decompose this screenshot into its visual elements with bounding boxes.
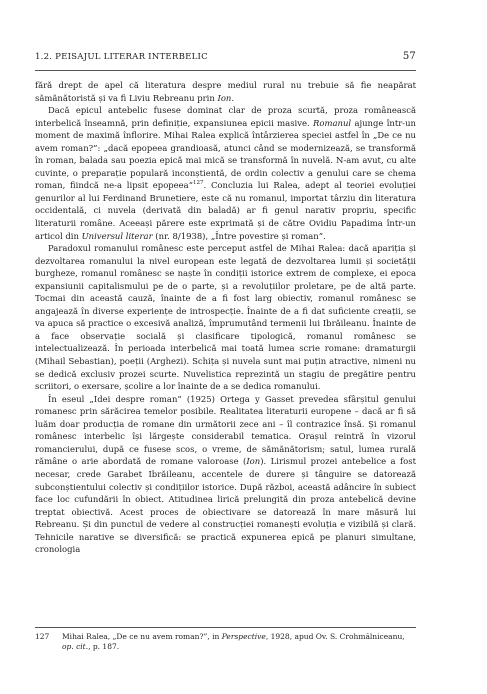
paragraph-2 [35,104,416,242]
body-text [35,79,416,556]
text-run: . Concluzia lui Ralea, adept al teoriei evoluției genurilor al lui Ferdinand Brunetiere, este că nu romanul, importat târziu din literatura occidentală, ci nuvela (derivată din baladă) ar fi genul narativ propriu, specific literaturii române. Aceeași părere este exprimată și de către Ovidiu Papadima într-un articol din [35,180,417,241]
text-run: , p. 187. [88,642,120,651]
footnote-text [62,632,416,652]
paragraph-1 [35,79,416,104]
italic-text: Romanul [313,117,352,128]
italic-text: op. cit. [62,642,89,651]
header-rule [35,70,416,71]
italic-text: Universul literar [81,230,153,241]
paragraph-3 [35,242,416,393]
footnote-number: 127 [35,632,50,641]
text-run: ). Lirismul prozei antebelice a fost necesar, crede Garabet Ibrăileanu, accentele de durere și tânguire se datorează subconștientului colectiv și condițiilor istorice. După război, această adâncire în subiect face loc cufundării în obiect. Atitudinea lirică prelungită din proza antebelică devine treptat obiectivă. Acest proces de obiectivare se datorează în mare măsură lui Rebreanu. Și din punctul de vedere al construcției romanești evoluția e vizibilă și clară. Tehnicile narative se diversifică: se practică expunerea epică pe planuri simultane, cronologia [35,456,416,555]
text-run: . [231,92,235,103]
paragraph-4 [35,393,416,556]
page-number: 57 [402,51,416,62]
italic-text: Perspective [221,632,266,641]
italic-text: Ion [217,92,232,103]
text-run: , 1928, apud Ov. S. Crohmălniceanu, [265,632,405,641]
running-header [35,52,416,66]
chapter-title: 1.2. PEISAJUL LITERAR INTERBELIC [35,52,208,62]
text-run: Paradoxul romanului românesc este perceput astfel de Mihai Ralea: dacă apariția și dezvoltarea romanului la nivel european este legată de dezvoltarea lumii și societății burgheze, romanul românesc se naște în condiții istorice extrem de complexe, ei epoca expansiunii capitalismului pe de o parte, și a revoluțiilor proletare, pe de altă parte. Tocmai din această cauză, înainte de a fi fost larg obiectiv, romanul românesc se angajează în diverse experiențe de introspecție. Înainte de a fi dat suficiente creații, se va apuca să practice o excesivă analiză, împrumutând termenii lui Ibrăileanu. Înainte de a face observație socială și clasificare tipologică, romanul românesc se intelectualizează. În perioada interbelică mai toată lumea scrie romane: dramaturgii (Mihail Sebastian), poeții (Arghezi). Schița și nuvela sunt mai puțin atractive, nimeni nu se dedică exclusiv prozei scurte. Nuvelistica reprezintă un stagiu de pregătire pentru scriitori, o exersare, școlire a lor înainte de a se dedica romanului. [35,243,416,392]
footnote-ref: 127 [193,180,204,187]
text-run: (nr. 8/1938), „Între povestire și roman”. [152,230,326,241]
italic-text: Ion [246,456,261,467]
text-run: fără drept de apel că literatura despre mediul rural nu trebuie să fie neapărat sămănătoristă și va fi Liviu Rebreanu prin [35,80,416,103]
text-run: ajunge într-un moment de maximă înflorire. Mihai Ralea explică întârzierea speciei astfel în „De ce nu avem roman?”: „dacă epopeea grandioasă, atunci când se modernizează, se transformă în roman, balada sau poezia epică mai mică se transformă în nuvelă. N-am avut, cu alte cuvinte, o preparație populară inconștientă, de ordin colectiv a genului care se chema roman, fiindcă ne-a lipsit epopeea” [35,117,416,191]
text-run: În eseul „Idei despre roman” (1925) Ortega y Gasset prevedea sfârșitul genului romanesc prin sărăcirea temelor posibile. Realitatea literaturii europene – dacă ar fi să luăm doar producția de romane din următorii zece ani – îl contrazice însă. Și romanul românesc interbelic își lărgește considerabil tematica. Orașul reintră în vizorul romancierului, după ce fusese scos, o vreme, de sămănătorism; satul, lumea rurală rămâne o arie abordată de romane valoroase ( [35,393,416,467]
text-run: Dacă epicul antebelic fusese dominat clar de proza scurtă, proza românească interbelică înseamnă, prin definiție, expansiunea epicii masive. [35,105,416,128]
text-run: Mihai Ralea, „De ce nu avem roman?”, in [62,632,222,641]
footnote-rule [35,627,416,628]
